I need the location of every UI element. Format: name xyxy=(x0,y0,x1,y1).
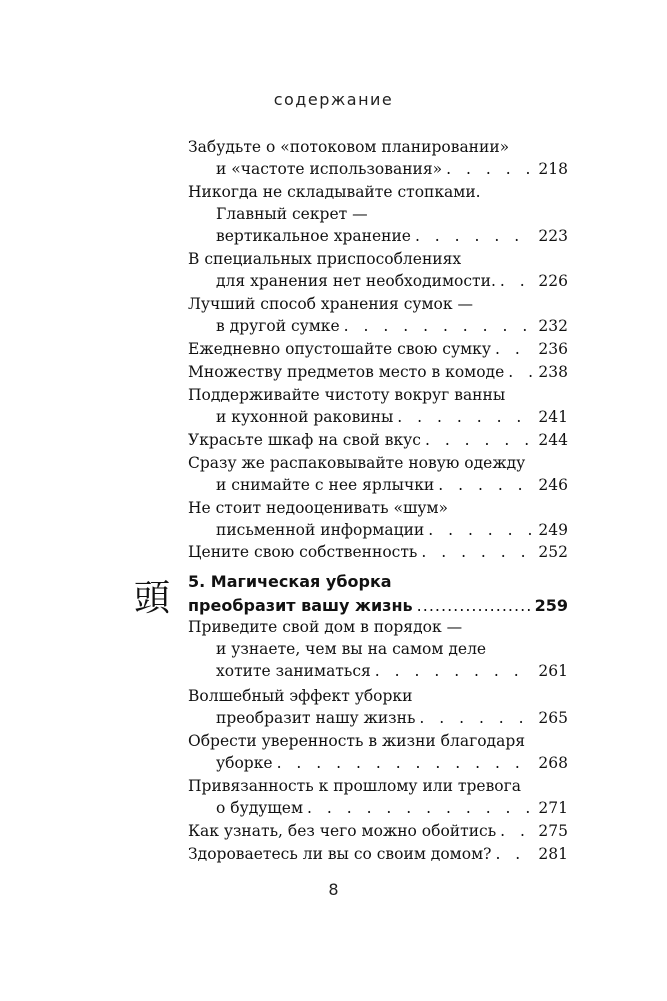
toc-entry-text: Забудьте о «потоковом планировании» xyxy=(188,138,510,156)
toc-entry-line xyxy=(188,181,568,203)
leader-dots xyxy=(277,752,535,774)
toc-entry-line xyxy=(188,797,568,819)
toc-entry-text: для хранения нет необходимости. xyxy=(216,272,496,290)
toc-entry xyxy=(188,775,568,819)
toc-entry-text: Поддерживайте чистоту вокруг ванны xyxy=(188,386,506,404)
toc-entry-line xyxy=(188,685,568,707)
toc-entry-text: вертикальное хранение xyxy=(216,227,411,245)
leader-dots xyxy=(415,225,534,247)
toc-entry xyxy=(188,136,568,180)
toc-entry-line xyxy=(188,270,568,292)
leader-dots xyxy=(508,361,534,383)
toc-page-number: 241 xyxy=(538,408,568,426)
toc-entry-text: Приведите свой дом в порядок — xyxy=(188,618,463,636)
toc-entry-line xyxy=(188,248,568,270)
toc-entry-text: о будущем xyxy=(216,799,304,817)
toc-entry-line xyxy=(188,315,568,337)
toc-entry-text: и узнаете, чем вы на самом деле xyxy=(216,640,487,658)
toc-entry-line xyxy=(188,384,568,406)
toc-entry-text: и кухонной раковины xyxy=(216,408,394,426)
toc-entry xyxy=(188,616,568,682)
toc-entry-line xyxy=(188,225,568,247)
leader-dots xyxy=(419,707,534,729)
leader-dots xyxy=(495,843,534,865)
toc-entry-text: Никогда не складывайте стопками. xyxy=(188,183,481,201)
toc-entry xyxy=(188,843,568,865)
leader-dots xyxy=(446,158,534,180)
page-number: 8 xyxy=(328,880,339,899)
toc-entry-line xyxy=(188,730,568,752)
toc-entry-line xyxy=(188,541,568,563)
leader-dots xyxy=(344,315,535,337)
toc-entry-text: Обрести уверенность в жизни благодаря xyxy=(188,732,526,750)
toc-entry-text: и снимайте с нее ярлычки xyxy=(216,476,435,494)
toc-page-number: 261 xyxy=(538,662,568,680)
toc-entry-text: Как узнать, без чего можно обойтись xyxy=(188,822,497,840)
toc-page-number: 249 xyxy=(538,521,568,539)
chapter-title-line-2: преобразит вашу жизнь ..... 259 xyxy=(188,594,568,618)
chapter-kanji-mark: 頭 xyxy=(134,578,171,619)
toc-entry xyxy=(188,820,568,842)
toc-entry-line xyxy=(188,429,568,451)
toc-page-number: 268 xyxy=(538,754,568,772)
toc-page-number: 252 xyxy=(538,543,568,561)
toc-entry-line xyxy=(188,136,568,158)
leader-dots xyxy=(500,820,534,842)
toc-entry xyxy=(188,361,568,383)
toc-entry-line xyxy=(188,660,568,682)
toc-entry-text: письменной информации xyxy=(216,521,425,539)
leader-dots xyxy=(397,406,534,428)
toc-page-number: 226 xyxy=(538,272,568,290)
toc-entry-text: Лучший способ хранения сумок — xyxy=(188,295,473,313)
leader-dots xyxy=(421,541,534,563)
chapter-title-line-1: 5. Магическая уборка xyxy=(188,572,392,591)
leader-dots xyxy=(495,338,534,360)
toc-entry-text: Сразу же распаковывайте новую одежду xyxy=(188,454,526,472)
toc-page-number: 218 xyxy=(538,160,568,178)
toc-entry xyxy=(188,541,568,563)
toc-page-number: 271 xyxy=(538,799,568,817)
toc-entry-text: Множеству предметов место в комоде xyxy=(188,363,505,381)
toc-entry xyxy=(188,685,568,729)
leader-dots xyxy=(375,660,535,682)
toc-entry-text: Украсьте шкаф на свой вкус xyxy=(188,431,421,449)
toc-entry xyxy=(188,181,568,247)
toc-entry-line xyxy=(188,338,568,360)
toc-entry-text: Здороваетесь ли вы со своим домом? xyxy=(188,845,492,863)
leader-dots xyxy=(425,429,534,451)
toc-entry-line xyxy=(188,406,568,428)
toc-entry xyxy=(188,338,568,360)
toc-entry xyxy=(188,429,568,451)
toc-entry-text: и «частоте использования» xyxy=(216,160,443,178)
toc-entry-line xyxy=(188,638,568,660)
toc-entry xyxy=(188,248,568,292)
toc-entry xyxy=(188,293,568,337)
toc-entry-text: Главный секрет — xyxy=(216,205,368,223)
toc-entry-line xyxy=(188,361,568,383)
toc-entry-text: хотите заниматься xyxy=(216,662,371,680)
toc-page-number: 246 xyxy=(538,476,568,494)
toc-entry-line xyxy=(188,474,568,496)
toc-entry-line xyxy=(188,293,568,315)
toc-page-number: 223 xyxy=(538,227,568,245)
toc-entry-text: Волшебный эффект уборки xyxy=(188,687,413,705)
toc-entry-line xyxy=(188,452,568,474)
toc-entry-line xyxy=(188,497,568,519)
toc-entry-line xyxy=(188,775,568,797)
toc-entry-line xyxy=(188,843,568,865)
toc-entry-line xyxy=(188,158,568,180)
toc-entry-line xyxy=(188,820,568,842)
toc-entry-line xyxy=(188,707,568,729)
toc-entry xyxy=(188,497,568,541)
toc-entry-line xyxy=(188,519,568,541)
toc-entry-text: преобразит нашу жизнь xyxy=(216,709,416,727)
running-header: содержание xyxy=(273,90,394,109)
chapter-heading xyxy=(188,570,568,618)
leader-dots xyxy=(428,519,534,541)
toc-entry-text: уборке xyxy=(216,754,273,772)
toc-entry-text: Ежедневно опустошайте свою сумку xyxy=(188,340,491,358)
toc-entry-line xyxy=(188,203,568,225)
toc-page-number: 275 xyxy=(538,822,568,840)
leader-dots xyxy=(438,474,534,496)
chapter-page-number: 259 xyxy=(534,596,568,615)
toc-page-number: 232 xyxy=(538,317,568,335)
toc-entry-text: В специальных приспособлениях xyxy=(188,250,462,268)
toc-page-number: 244 xyxy=(538,431,568,449)
toc-entry xyxy=(188,384,568,428)
toc-entry-text: Цените свою собственность xyxy=(188,543,418,561)
toc-page-number: 281 xyxy=(538,845,568,863)
toc-entry-text: в другой сумке xyxy=(216,317,340,335)
toc-entry xyxy=(188,452,568,496)
toc-entry-line xyxy=(188,752,568,774)
toc-page-number: 238 xyxy=(538,363,568,381)
leader-dots xyxy=(307,797,534,819)
leader-dots xyxy=(500,270,535,292)
toc-entry-text: Не стоит недооценивать «шум» xyxy=(188,499,449,517)
toc-page-number: 236 xyxy=(538,340,568,358)
toc-entry-text: Привязанность к прошлому или тревога xyxy=(188,777,522,795)
toc-entry-line xyxy=(188,616,568,638)
toc-entry xyxy=(188,730,568,774)
toc-page-number: 265 xyxy=(538,709,568,727)
leader-dots xyxy=(417,594,531,618)
